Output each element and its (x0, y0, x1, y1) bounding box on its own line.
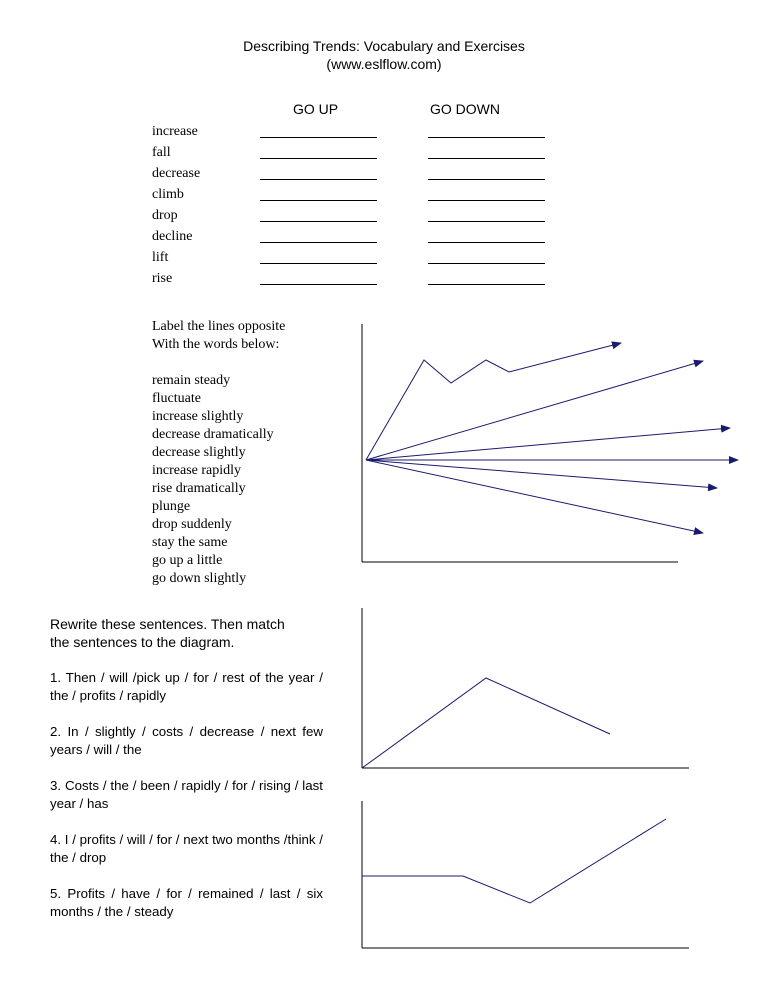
phrase-item: increase slightly (152, 409, 244, 424)
vocab-word: climb (152, 187, 184, 202)
phrase-item: decrease dramatically (152, 427, 274, 442)
vocab-word: drop (152, 208, 178, 223)
vocab-word: fall (152, 145, 171, 160)
sentence-5: 5. Profits / have / for / remained / last / six months / the / steady (50, 886, 323, 919)
vocab-word: decrease (152, 166, 201, 181)
page-title: Describing Trends: Vocabulary and Exercises (243, 38, 525, 54)
instruction-line: the sentences to the diagram. (50, 634, 235, 650)
trend-line (362, 678, 610, 768)
source-url: (www.eslflow.com) (326, 56, 442, 72)
sentence-2: 2. In / slightly / costs / decrease / next few years / will / the (50, 724, 323, 757)
trend-line-steep-fall (366, 460, 703, 533)
phrase-item: go down slightly (152, 571, 247, 586)
trend-line (362, 819, 666, 903)
diagram-steady-dip-rise (362, 801, 689, 948)
phrase-item: go up a little (152, 553, 223, 568)
vocab-word: rise (152, 271, 173, 286)
phrase-item: decrease slightly (152, 445, 246, 460)
sentence-3: 3. Costs / the / been / rapidly / for / rising / last year / has (50, 778, 323, 811)
instruction-line: With the words below: (152, 337, 280, 352)
instruction-line: Rewrite these sentences. Then match (50, 616, 285, 632)
diagram-rise-fall (362, 608, 689, 768)
phrase-item: remain steady (152, 373, 231, 388)
col-header-go-down: GO DOWN (430, 101, 500, 117)
vocab-word: decline (152, 229, 193, 244)
phrase-item: drop suddenly (152, 517, 232, 532)
diagram-label-lines (362, 324, 738, 562)
phrase-item: fluctuate (152, 391, 201, 406)
phrase-item: stay the same (152, 535, 228, 550)
phrase-item: increase rapidly (152, 463, 242, 478)
sentence-4: 4. I / profits / will / for / next two months /think / the / drop (50, 832, 323, 865)
col-header-go-up: GO UP (293, 101, 339, 117)
instruction-line: Label the lines opposite (152, 319, 286, 334)
vocab-word: increase (152, 124, 198, 139)
trend-line-fluctuating (366, 343, 621, 460)
phrase-item: plunge (152, 499, 191, 514)
phrase-item: rise dramatically (152, 481, 246, 496)
trend-line-slight-fall (366, 460, 717, 488)
sentence-1: 1. Then / will /pick up / for / rest of the year / the / profits / rapidly (50, 670, 323, 703)
vocab-word: lift (152, 250, 169, 265)
